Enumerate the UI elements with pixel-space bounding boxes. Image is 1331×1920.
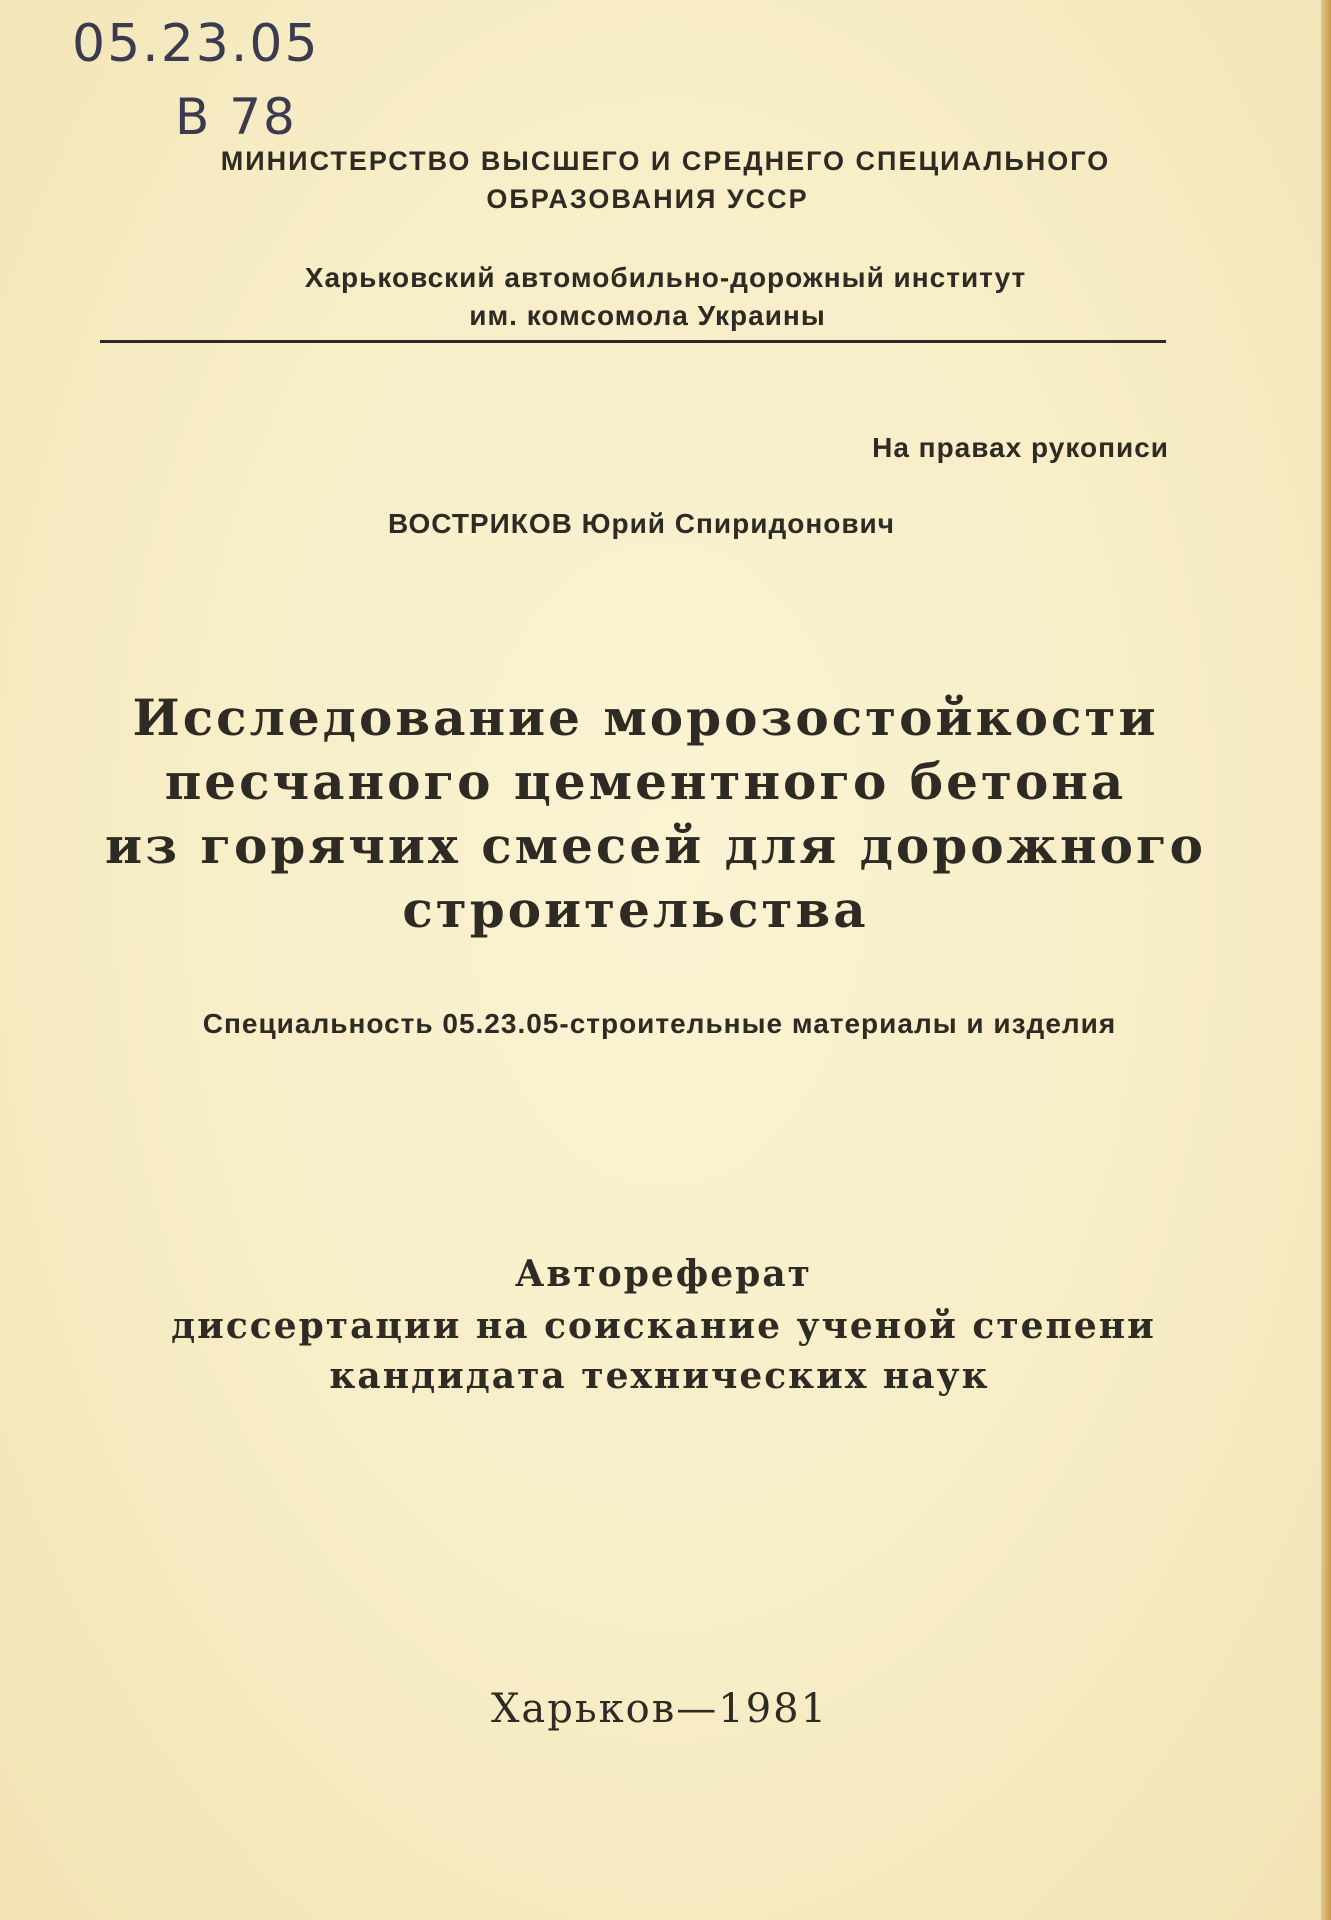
ministry-line-2: ОБРАЗОВАНИЯ УССР bbox=[486, 184, 809, 214]
place-year: Харьков—1981 bbox=[490, 1686, 829, 1732]
title-line-4: строительства bbox=[402, 880, 869, 939]
rights-note: На правах рукописи bbox=[872, 432, 1169, 463]
title-line-1: Исследование морозостойкости bbox=[132, 688, 1159, 747]
institute-line-1: Харьковский автомобильно-дорожный институт bbox=[304, 262, 1027, 293]
handwritten-shelf-mark: B 78 bbox=[175, 88, 297, 146]
handwritten-code: 05.23.05 bbox=[72, 14, 320, 74]
title-line-3: из горячих смесей для дорожного bbox=[105, 816, 1206, 875]
author-name: ВОСТРИКОВ Юрий Спиридонович bbox=[388, 508, 896, 539]
abstract-line-2: диссертации на соискание ученой степени bbox=[171, 1305, 1156, 1347]
institute-line-2: им. комсомола Украины bbox=[469, 300, 826, 331]
abstract-title: Автореферат bbox=[515, 1253, 812, 1295]
ministry-line-1: МИНИСТЕРСТВО ВЫСШЕГО И СРЕДНЕГО СПЕЦИАЛЬНОГО bbox=[220, 146, 1111, 176]
header-divider bbox=[100, 340, 1166, 343]
specialty: Специальность 05.23.05-строительные материалы и изделия bbox=[202, 1008, 1117, 1039]
page-edge bbox=[1321, 0, 1331, 1920]
title-line-2: песчаного цементного бетона bbox=[164, 752, 1127, 811]
abstract-line-3: кандидата технических наук bbox=[329, 1355, 990, 1397]
